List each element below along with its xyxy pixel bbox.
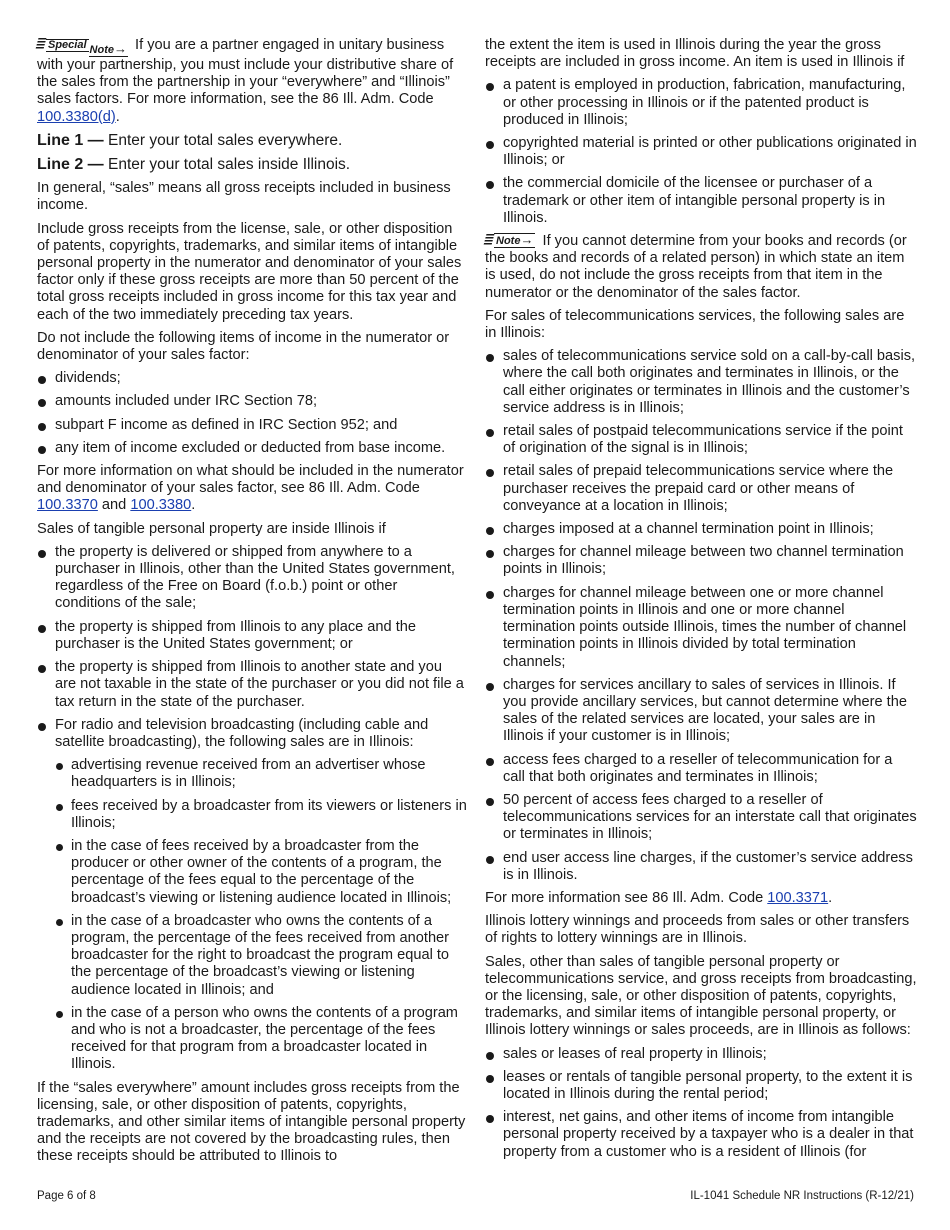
more-info-text: For more information on what should be included in the numerator and denominator of your sales factor, see 86 Ill. Adm. Code xyxy=(37,463,464,497)
list-item: any item of income excluded or deducted from base income. xyxy=(37,440,467,457)
more-info-end: . xyxy=(191,497,196,514)
more-info-and: and xyxy=(97,497,131,514)
form-identifier: IL-1041 Schedule NR Instructions (R-12/21) xyxy=(690,1190,914,1202)
line-2-text: Enter your total sales inside Illinois. xyxy=(108,156,351,174)
telecom-paragraph: For sales of telecommunications services, the following sales are in Illinois: xyxy=(485,307,905,342)
other-sales-list xyxy=(485,1046,917,1161)
line-1-instruction xyxy=(37,132,467,149)
list-item: fees received by a broadcaster from its viewers or listeners in Illinois; xyxy=(55,798,467,832)
line-1-label: Line 1 — xyxy=(37,131,104,149)
telecom-more-text: For more information see 86 Ill. Adm. Code xyxy=(485,889,768,906)
list-item: charges imposed at a channel termination point in Illinois; xyxy=(485,521,917,538)
code-link-100-3371[interactable]: 100.3371 xyxy=(767,889,829,906)
list-item: a patent is employed in production, fabrication, manufacturing, or other processing in Illinois or if the patented product is produced in Illinois; xyxy=(485,77,917,129)
if-sales-everywhere-paragraph: If the “sales everywhere” amount includes gross receipts from the licensing, sale, or other disposition of patents, copyrights, trademarks, and other similar items of intangible personal property and the receipts are not covered by the broadcasting rules, then these receipts should be attributed to Illinois to xyxy=(37,1079,466,1165)
code-link-100-3380[interactable]: 100.3380 xyxy=(130,497,192,514)
note-label: Note xyxy=(496,235,521,248)
special-note-label: Note xyxy=(89,44,114,56)
general-paragraph: In general, “sales” means all gross receipts included in business income. xyxy=(37,180,451,214)
page-number: Page 6 of 8 xyxy=(37,1190,96,1202)
list-item: interest, net gains, and other items of income from intangible personal property received by a taxpayer who is a dealer in that property from a customer who is a resident of Illinois (for xyxy=(485,1109,917,1161)
telecom-more-info xyxy=(485,890,917,907)
list-item: dividends; xyxy=(37,370,467,387)
note-badge xyxy=(485,233,535,248)
list-item: the commercial domicile of the licensee or purchaser of a trademark or other item of intangible personal property is in Illinois. xyxy=(485,175,917,227)
list-item: retail sales of prepaid telecommunications service where the purchaser receives the prepaid card or other means of conveyance at a location in Illinois; xyxy=(485,463,917,515)
note-stripes-icon xyxy=(484,234,495,245)
exclude-list xyxy=(37,370,467,457)
telecom-list xyxy=(485,348,917,884)
arrow-right-icon: → xyxy=(520,232,534,248)
list-item: charges for services ancillary to sales of services in Illinois. If you provide ancillary services, but cannot determine where the sales of the related services are located, your sales are in Illinois if your customer is in Illinois; xyxy=(485,677,917,746)
list-item: charges for channel mileage between two channel termination points in Illinois; xyxy=(485,544,917,578)
code-link-100-3370[interactable]: 100.3370 xyxy=(37,497,98,514)
other-sales-paragraph: Sales, other than sales of tangible personal property or telecommunications service, and gross receipts from broadcasting, or the licensing, sale, or other disposition of patents, copyrights, trademarks, and similar items of intangible personal property, or Illinois lottery winnings or sales proceeds, are in Illinois as follows: xyxy=(485,953,917,1039)
list-item: end user access line charges, if the customer’s service address is in Illinois. xyxy=(485,850,917,884)
telecom-more-end: . xyxy=(828,889,833,906)
list-item: the property is shipped from Illinois to any place and the purchaser is the United States government; or xyxy=(37,619,467,653)
radio-tv-text: For radio and television broadcasting (including cable and satellite broadcasting), the following sales are in Illinois: xyxy=(55,716,429,750)
list-item: subpart F income as defined in IRC Section 952; and xyxy=(37,417,467,434)
more-info-paragraph xyxy=(37,463,467,515)
tangible-paragraph: Sales of tangible personal property are inside Illinois if xyxy=(37,520,386,537)
line-2-label: Line 2 — xyxy=(37,156,104,174)
special-note-text: If you are a partner engaged in unitary business with your partnership, you must include your distributive share of the sales from the partnership in your “everywhere” and “Illinois” sales factors. For more information, see the 86 Ill. Adm. Code xyxy=(37,37,454,108)
list-item: amounts included under IRC Section 78; xyxy=(37,393,467,410)
note-paragraph xyxy=(485,233,917,302)
note-box xyxy=(494,233,535,248)
radio-tv-sublist xyxy=(55,757,467,1073)
list-item: in the case of fees received by a broadcaster from the producer or other owner of the contents of a program, the percentage of the fees equal to the percentage of the broadcast’s viewing or listening audience located in Illinois; xyxy=(55,838,467,907)
list-item: the property is delivered or shipped from anywhere to a purchaser in Illinois, other than the United States government, regardless of the Free on Board (f.o.b.) point or other conditions of the sale; xyxy=(37,544,467,613)
note-text: If you cannot determine from your books and records (or the books and records of a related person) in which state an item is used, do not include the gross receipts from that item in the numerator or the denominator of the sales factor. xyxy=(485,233,907,301)
code-link-100-3380d[interactable]: 100.3380(d) xyxy=(37,108,116,125)
special-note-badge xyxy=(37,38,128,57)
list-item: in the case of a broadcaster who owns the contents of a program, the percentage of the fees received from another broadcaster for the right to broadcast the program equal to the percentage of the broadcast’s viewing or listening audience located in Illinois; and xyxy=(55,913,467,999)
include-paragraph: Include gross receipts from the license, sale, or other disposition of patents, copyrights, trademarks, and similar items of intangible personal property in the numerator and denominator of your sales factor only if these gross receipts are more than 50 percent of the total gross receipts included in gross income for this tax year and each of the two immediately preceding tax years. xyxy=(37,220,462,323)
left-column xyxy=(37,37,467,1172)
line-1-text: Enter your total sales everywhere. xyxy=(108,131,343,149)
extent-paragraph: the extent the item is used in Illinois during the year the gross receipts are included in gross income. An item is used in Illinois if xyxy=(485,37,905,71)
list-item: sales of telecommunications service sold on a call-by-call basis, where the call both originates and terminates in Illinois, or the call either originates or terminates in Illinois and the customer’s service address is in Illinois; xyxy=(485,348,917,417)
right-column xyxy=(485,37,917,1167)
list-item: 50 percent of access fees charged to a reseller of telecommunications services for an interstate call that originates or terminates in Illinois; xyxy=(485,792,917,844)
radio-tv-list-item xyxy=(37,717,467,1074)
list-item: copyrighted material is printed or other publications originated in Illinois; or xyxy=(485,135,917,169)
list-item: charges for channel mileage between one or more channel termination points in Illinois and one or more channel termination points outside Illinois, times the number of channel termination points in Illinois divided by total termination channels; xyxy=(485,585,917,671)
lottery-paragraph: Illinois lottery winnings and proceeds from sales or other transfers of rights to lottery winnings are in Illinois. xyxy=(485,913,910,947)
tangible-list xyxy=(37,544,467,1074)
arrow-right-icon: → xyxy=(113,41,127,56)
line-2-instruction xyxy=(37,156,467,173)
special-badge-label: Special xyxy=(48,39,87,51)
list-item: in the case of a person who owns the contents of a program and who is not a broadcaster, the percentage of the fees received for that program from a broadcaster located in Illinois. xyxy=(55,1005,467,1074)
do-not-include-paragraph: Do not include the following items of income in the numerator or denominator of your sales factor: xyxy=(37,329,450,364)
special-note-end: . xyxy=(115,108,120,125)
list-item: access fees charged to a reseller of telecommunication for a call that both originates and terminates in Illinois; xyxy=(485,752,917,786)
list-item: advertising revenue received from an advertiser whose headquarters is in Illinois; xyxy=(55,757,467,791)
list-item: retail sales of postpaid telecommunications service if the point of origination of the signal is in Illinois; xyxy=(485,423,917,457)
special-note-paragraph xyxy=(37,37,467,126)
special-note-sub xyxy=(89,43,128,57)
used-in-illinois-list xyxy=(485,77,917,227)
list-item: leases or rentals of tangible personal property, to the extent it is located in Illinois during the rental period; xyxy=(485,1069,917,1103)
special-note-stripes-icon xyxy=(36,38,47,49)
list-item: sales or leases of real property in Illinois; xyxy=(485,1046,917,1063)
list-item: the property is shipped from Illinois to another state and you are not taxable in the state of the purchaser or you did not file a tax return in the state of the purchaser. xyxy=(37,659,467,711)
